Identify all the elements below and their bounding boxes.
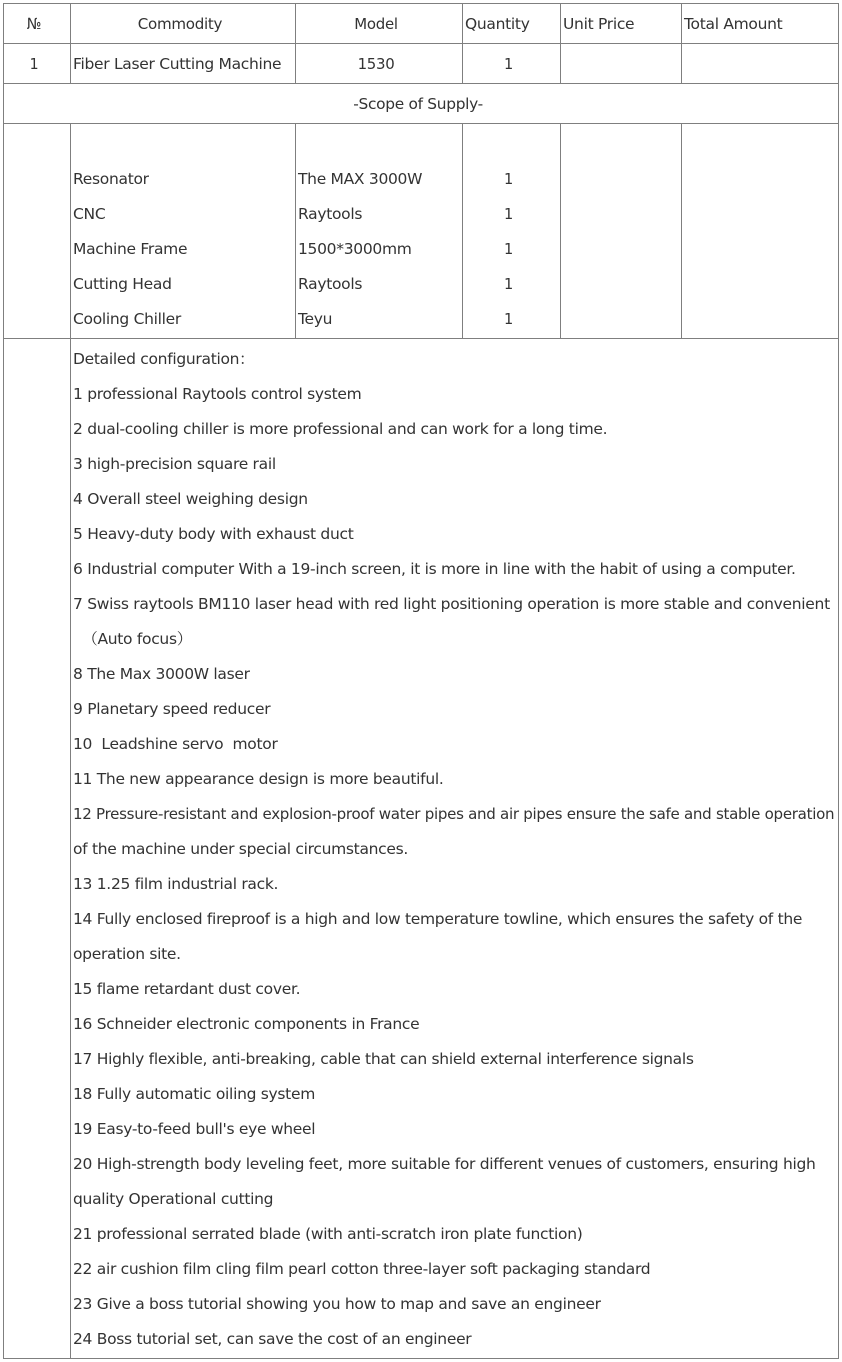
config-line: 22 air cushion film cling film pearl cotton three-layer soft packaging standard bbox=[73, 1260, 651, 1278]
config-line: 24 Boss tutorial set, can save the cost of an engineer bbox=[73, 1330, 472, 1348]
component-quantity: 1 bbox=[504, 205, 513, 223]
header-cell-model bbox=[295, 3, 463, 44]
header-total-amount-label: Total Amount bbox=[684, 15, 783, 33]
scope-title: -Scope of Supply- bbox=[353, 95, 483, 113]
component-quantity: 1 bbox=[504, 170, 513, 188]
item-model: 1530 bbox=[357, 55, 395, 73]
config-lines bbox=[71, 339, 838, 1358]
config-line: 15 flame retardant dust cover. bbox=[73, 980, 301, 998]
component-name: Cooling Chiller bbox=[73, 310, 181, 328]
config-line: 10 Leadshine servo motor bbox=[73, 735, 278, 753]
config-line: 5 Heavy-duty body with exhaust duct bbox=[73, 525, 354, 543]
component-name: CNC bbox=[73, 205, 106, 223]
header-cell-total-amount bbox=[681, 3, 839, 44]
component-model: Raytools bbox=[298, 275, 363, 293]
config-line: 2 dual-cooling chiller is more professional and can work for a long time. bbox=[73, 420, 608, 438]
config-line: 8 The Max 3000W laser bbox=[73, 665, 250, 683]
components-cell-no bbox=[3, 123, 71, 339]
component-quantity: 1 bbox=[504, 310, 513, 328]
components-cell-total-amount bbox=[681, 123, 839, 339]
config-line: 6 Industrial computer With a 19-inch screen, it is more in line with the habit of using a computer. bbox=[73, 560, 796, 578]
config-line: 16 Schneider electronic components in France bbox=[73, 1015, 420, 1033]
component-name: Resonator bbox=[73, 170, 149, 188]
component-model: 1500*3000mm bbox=[298, 240, 412, 258]
item-no: 1 bbox=[29, 55, 39, 73]
item-cell-total-amount bbox=[681, 43, 839, 84]
scope-title-cell bbox=[3, 83, 839, 124]
config-line: 11 The new appearance design is more beautiful. bbox=[73, 770, 444, 788]
config-line: 20 High-strength body leveling feet, more suitable for different venues of customers, ensuring high bbox=[73, 1155, 816, 1173]
component-model: Raytools bbox=[298, 205, 363, 223]
component-name: Machine Frame bbox=[73, 240, 188, 258]
header-commodity-label: Commodity bbox=[137, 15, 223, 33]
header-cell-commodity bbox=[70, 3, 296, 44]
config-line: 19 Easy-to-feed bull's eye wheel bbox=[73, 1120, 316, 1138]
components-cell-name bbox=[70, 123, 296, 339]
config-line: 17 Highly flexible, anti-breaking, cable that can shield external interference signals bbox=[73, 1050, 694, 1068]
config-heading: Detailed configuration： bbox=[73, 350, 255, 368]
header-cell-quantity bbox=[462, 3, 561, 44]
header-model-label: Model bbox=[354, 15, 398, 33]
item-commodity: Fiber Laser Cutting Machine bbox=[73, 55, 282, 73]
config-line: 9 Planetary speed reducer bbox=[73, 700, 271, 718]
config-line: 3 high-precision square rail bbox=[73, 455, 276, 473]
components-cell-quantity bbox=[462, 123, 561, 339]
item-cell-model bbox=[295, 43, 463, 84]
component-quantity: 1 bbox=[504, 275, 513, 293]
config-line: 7 Swiss raytools BM110 laser head with red light positioning operation is more stable and convenient bbox=[73, 595, 830, 613]
config-cell-no bbox=[3, 338, 71, 1359]
components-cell-unit-price bbox=[560, 123, 682, 339]
header-no-label: № bbox=[26, 15, 42, 33]
config-line: 18 Fully automatic oiling system bbox=[73, 1085, 315, 1103]
item-cell-commodity bbox=[70, 43, 296, 84]
config-line: 14 Fully enclosed fireproof is a high and low temperature towline, which ensures the safety of the bbox=[73, 910, 803, 928]
component-quantity: 1 bbox=[504, 240, 513, 258]
config-line: 23 Give a boss tutorial showing you how to map and save an engineer bbox=[73, 1295, 601, 1313]
header-cell-no bbox=[3, 3, 71, 44]
config-line: 4 Overall steel weighing design bbox=[73, 490, 308, 508]
config-line: 21 professional serrated blade (with anti-scratch iron plate function) bbox=[73, 1225, 583, 1243]
header-unit-price-label: Unit Price bbox=[563, 15, 635, 33]
config-line: quality Operational cutting bbox=[73, 1190, 274, 1208]
item-cell-quantity bbox=[462, 43, 561, 84]
config-line: （Auto focus） bbox=[73, 630, 192, 648]
item-cell-unit-price bbox=[560, 43, 682, 84]
config-line: 12 Pressure-resistant and explosion-proof water pipes and air pipes ensure the safe and stable operation bbox=[73, 805, 835, 823]
components-cell-model bbox=[295, 123, 463, 339]
config-line: operation site. bbox=[73, 945, 181, 963]
header-cell-unit-price bbox=[560, 3, 682, 44]
component-model: The MAX 3000W bbox=[298, 170, 423, 188]
item-quantity: 1 bbox=[504, 55, 513, 73]
config-line: 1 professional Raytools control system bbox=[73, 385, 362, 403]
config-line: of the machine under special circumstances. bbox=[73, 840, 409, 858]
header-quantity-label: Quantity bbox=[465, 15, 530, 33]
component-name: Cutting Head bbox=[73, 275, 172, 293]
component-model: Teyu bbox=[298, 310, 333, 328]
config-line: 13 1.25 film industrial rack. bbox=[73, 875, 279, 893]
config-cell bbox=[70, 338, 839, 1359]
item-cell-no bbox=[3, 43, 71, 84]
